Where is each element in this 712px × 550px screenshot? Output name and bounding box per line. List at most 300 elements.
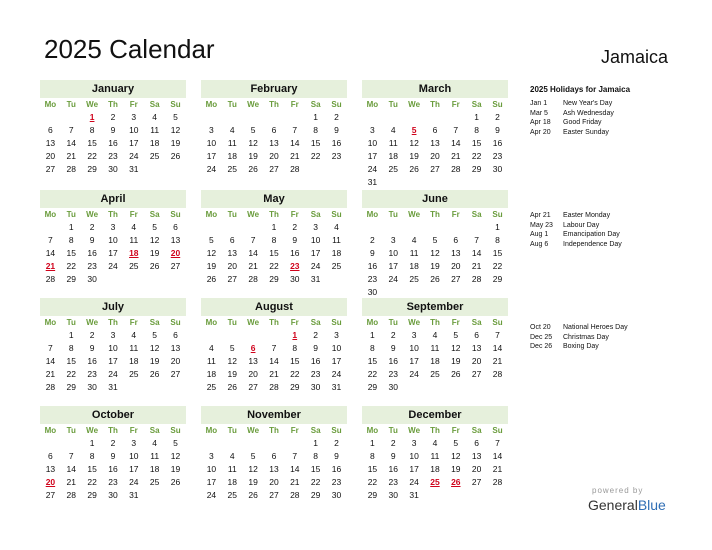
holiday-day-cell: 20 bbox=[45, 477, 56, 487]
weekday-label: Su bbox=[492, 318, 503, 327]
holiday-item bbox=[530, 118, 700, 128]
day-cell bbox=[201, 329, 222, 342]
day-cell: 1 bbox=[495, 222, 500, 232]
day-cell: 8 bbox=[474, 125, 479, 135]
weekday-label: We bbox=[247, 100, 260, 109]
week-row bbox=[40, 450, 186, 463]
week-row bbox=[362, 221, 508, 234]
day-cell: 22 bbox=[310, 151, 321, 161]
week-row bbox=[362, 463, 508, 476]
day-cell: 2 bbox=[89, 330, 95, 340]
day-cell: 11 bbox=[150, 451, 160, 461]
day-cell: 12 bbox=[248, 464, 258, 474]
day-cell: 16 bbox=[87, 356, 97, 366]
week-row bbox=[40, 247, 186, 260]
weekday-label: We bbox=[86, 100, 99, 109]
weekday-row bbox=[362, 316, 508, 329]
day-cell: 22 bbox=[367, 369, 378, 379]
day-cell bbox=[144, 163, 165, 176]
day-cell: 29 bbox=[66, 382, 76, 392]
day-cell bbox=[222, 329, 243, 342]
day-cell: 19 bbox=[409, 151, 419, 161]
week-row bbox=[201, 247, 347, 260]
day-cell bbox=[144, 273, 165, 286]
country-label: Jamaica bbox=[600, 47, 668, 67]
day-cell: 12 bbox=[409, 138, 419, 148]
month-september bbox=[362, 298, 508, 394]
day-cell bbox=[40, 111, 61, 124]
day-cell: 10 bbox=[388, 248, 398, 258]
month-header: February bbox=[201, 80, 347, 98]
weekday-label: Su bbox=[331, 100, 342, 109]
day-cell: 6 bbox=[173, 222, 178, 232]
day-cell: 6 bbox=[453, 235, 459, 245]
day-cell: 3 bbox=[370, 125, 375, 135]
day-cell: 12 bbox=[206, 248, 217, 258]
holiday-day-cell: 23 bbox=[290, 261, 300, 271]
weekday-label: We bbox=[86, 210, 99, 219]
day-cell bbox=[201, 437, 222, 450]
day-cell: 27 bbox=[471, 369, 482, 379]
day-cell: 29 bbox=[66, 274, 76, 284]
day-cell: 28 bbox=[492, 369, 503, 379]
holiday-day-cell: 26 bbox=[451, 477, 461, 487]
day-cell: 29 bbox=[367, 490, 378, 500]
holiday-item bbox=[530, 211, 700, 221]
weekday-label: Sa bbox=[149, 210, 160, 219]
day-cell bbox=[264, 329, 285, 342]
weekday-label: We bbox=[408, 210, 421, 219]
brand-logo[interactable] bbox=[588, 497, 666, 513]
day-cell bbox=[326, 163, 347, 176]
day-cell: 7 bbox=[48, 235, 53, 245]
day-cell: 28 bbox=[269, 382, 279, 392]
week-row bbox=[201, 163, 347, 176]
day-cell: 2 bbox=[334, 112, 339, 122]
day-cell: 10 bbox=[206, 138, 217, 148]
holiday-date: Apr 21 bbox=[530, 212, 551, 219]
weekday-label: Tu bbox=[227, 100, 237, 109]
weekday-label: Th bbox=[108, 426, 118, 435]
weekday-label: Sa bbox=[471, 318, 482, 327]
day-cell: 15 bbox=[310, 464, 321, 474]
day-cell: 18 bbox=[409, 261, 419, 271]
day-cell: 15 bbox=[269, 248, 279, 258]
day-cell: 3 bbox=[209, 125, 214, 135]
day-cell: 4 bbox=[229, 451, 235, 461]
day-cell: 24 bbox=[108, 369, 118, 379]
day-cell: 9 bbox=[110, 125, 116, 135]
month-header: July bbox=[40, 298, 186, 316]
day-cell: 16 bbox=[108, 464, 118, 474]
day-cell: 28 bbox=[492, 477, 503, 487]
day-cell: 27 bbox=[45, 490, 56, 500]
day-cell: 10 bbox=[206, 464, 217, 474]
day-cell: 14 bbox=[451, 138, 461, 148]
day-cell: 12 bbox=[430, 248, 440, 258]
day-cell bbox=[425, 489, 446, 502]
week-row bbox=[362, 355, 508, 368]
day-cell: 31 bbox=[129, 164, 139, 174]
weekday-label: Tu bbox=[66, 426, 76, 435]
day-cell: 12 bbox=[451, 343, 461, 353]
day-cell: 21 bbox=[451, 151, 461, 161]
day-cell: 26 bbox=[149, 261, 160, 271]
week-row bbox=[40, 329, 186, 342]
day-cell: 20 bbox=[430, 151, 440, 161]
holiday-day-cell: 5 bbox=[411, 125, 417, 135]
weekday-label: Tu bbox=[388, 100, 398, 109]
day-cell: 22 bbox=[66, 261, 76, 271]
weekday-label: Fr bbox=[129, 318, 138, 327]
day-cell: 11 bbox=[388, 138, 398, 148]
day-cell: 1 bbox=[68, 330, 74, 340]
day-cell bbox=[243, 329, 264, 342]
weekday-label: Su bbox=[492, 210, 503, 219]
day-cell: 2 bbox=[370, 235, 375, 245]
day-cell: 18 bbox=[227, 477, 237, 487]
day-cell: 13 bbox=[248, 356, 258, 366]
day-cell: 7 bbox=[68, 451, 74, 461]
week-row bbox=[362, 260, 508, 273]
day-cell: 8 bbox=[68, 235, 74, 245]
day-cell bbox=[404, 111, 425, 124]
day-cell: 22 bbox=[290, 369, 300, 379]
day-cell bbox=[40, 329, 61, 342]
day-cell: 10 bbox=[409, 451, 419, 461]
day-cell: 12 bbox=[170, 451, 181, 461]
day-cell: 25 bbox=[149, 477, 160, 487]
day-cell bbox=[264, 437, 285, 450]
month-february bbox=[201, 80, 347, 176]
day-cell: 13 bbox=[170, 235, 181, 245]
day-cell: 27 bbox=[451, 274, 461, 284]
day-cell: 14 bbox=[45, 248, 56, 258]
day-cell: 25 bbox=[409, 274, 419, 284]
month-header: September bbox=[362, 298, 508, 316]
weekday-label: Mo bbox=[44, 426, 57, 435]
week-row bbox=[201, 450, 347, 463]
month-header: June bbox=[362, 190, 508, 208]
holiday-item bbox=[530, 99, 700, 109]
day-cell: 30 bbox=[331, 490, 342, 500]
day-cell: 16 bbox=[108, 138, 118, 148]
month-header: May bbox=[201, 190, 347, 208]
day-cell: 17 bbox=[108, 248, 118, 258]
weekday-label: Tu bbox=[388, 318, 398, 327]
month-header: December bbox=[362, 406, 508, 424]
day-cell: 12 bbox=[149, 235, 160, 245]
day-cell: 28 bbox=[66, 490, 76, 500]
holiday-day-cell: 18 bbox=[129, 248, 139, 258]
day-cell: 5 bbox=[432, 235, 438, 245]
day-cell: 26 bbox=[409, 164, 419, 174]
month-header: October bbox=[40, 406, 186, 424]
holiday-item bbox=[530, 323, 700, 333]
day-cell: 5 bbox=[453, 438, 459, 448]
day-cell: 26 bbox=[170, 477, 181, 487]
day-cell bbox=[103, 273, 124, 286]
day-cell bbox=[61, 437, 82, 450]
holiday-day-cell: 6 bbox=[250, 343, 256, 353]
weekday-label: We bbox=[86, 426, 99, 435]
day-cell: 6 bbox=[271, 451, 277, 461]
day-cell: 26 bbox=[170, 151, 181, 161]
day-cell: 18 bbox=[331, 248, 342, 258]
week-row bbox=[362, 450, 508, 463]
day-cell: 18 bbox=[206, 369, 217, 379]
day-cell: 12 bbox=[149, 343, 160, 353]
page-title: 2025 Calendar bbox=[44, 34, 215, 64]
month-august bbox=[201, 298, 347, 394]
day-cell: 18 bbox=[430, 464, 440, 474]
day-cell: 31 bbox=[129, 490, 139, 500]
day-cell: 24 bbox=[129, 477, 139, 487]
week-row bbox=[201, 221, 347, 234]
week-row bbox=[40, 489, 186, 502]
week-row bbox=[362, 150, 508, 163]
day-cell: 3 bbox=[334, 330, 339, 340]
weekday-label: Mo bbox=[44, 210, 57, 219]
week-row bbox=[40, 342, 186, 355]
month-header: November bbox=[201, 406, 347, 424]
day-cell: 7 bbox=[271, 343, 277, 353]
day-cell: 1 bbox=[89, 438, 95, 448]
day-cell: 28 bbox=[451, 164, 461, 174]
day-cell: 10 bbox=[129, 451, 139, 461]
day-cell: 22 bbox=[471, 151, 482, 161]
week-row bbox=[201, 368, 347, 381]
day-cell: 5 bbox=[250, 125, 256, 135]
day-cell: 7 bbox=[495, 438, 500, 448]
holiday-item bbox=[530, 342, 700, 352]
month-header: April bbox=[40, 190, 186, 208]
day-cell: 19 bbox=[430, 261, 440, 271]
day-cell: 28 bbox=[45, 274, 56, 284]
weekday-label: Mo bbox=[366, 318, 379, 327]
day-cell: 16 bbox=[310, 356, 321, 366]
day-cell: 17 bbox=[409, 464, 419, 474]
holiday-name: Christmas Day bbox=[563, 333, 609, 341]
day-cell: 21 bbox=[248, 261, 258, 271]
day-cell: 27 bbox=[45, 164, 56, 174]
weekday-label: Fr bbox=[290, 318, 299, 327]
month-november bbox=[201, 406, 347, 502]
day-cell bbox=[284, 111, 305, 124]
week-row bbox=[362, 234, 508, 247]
day-cell bbox=[123, 273, 144, 286]
day-cell: 30 bbox=[388, 490, 398, 500]
day-cell bbox=[466, 381, 487, 394]
weekday-label: Mo bbox=[44, 100, 57, 109]
day-cell: 27 bbox=[227, 274, 237, 284]
day-cell: 9 bbox=[370, 248, 375, 258]
week-row bbox=[40, 124, 186, 137]
holiday-name: Ash Wednesday bbox=[563, 109, 614, 117]
day-cell: 4 bbox=[432, 438, 438, 448]
day-cell: 4 bbox=[209, 343, 214, 353]
day-cell: 19 bbox=[170, 464, 181, 474]
day-cell: 28 bbox=[66, 164, 76, 174]
day-cell: 16 bbox=[331, 138, 342, 148]
month-march bbox=[362, 80, 508, 189]
day-cell: 23 bbox=[331, 477, 342, 487]
weekday-label: Mo bbox=[205, 318, 218, 327]
holiday-item bbox=[530, 221, 700, 231]
day-cell: 6 bbox=[432, 125, 438, 135]
day-cell: 29 bbox=[87, 490, 97, 500]
day-cell: 3 bbox=[131, 112, 137, 122]
day-cell: 24 bbox=[129, 151, 139, 161]
week-row bbox=[201, 260, 347, 273]
month-header: March bbox=[362, 80, 508, 98]
day-cell: 8 bbox=[313, 125, 318, 135]
day-cell: 27 bbox=[170, 261, 181, 271]
weekday-label: Su bbox=[331, 426, 342, 435]
day-cell: 24 bbox=[206, 490, 217, 500]
day-cell bbox=[425, 111, 446, 124]
day-cell: 25 bbox=[206, 382, 217, 392]
week-row bbox=[362, 437, 508, 450]
day-cell: 1 bbox=[68, 222, 74, 232]
weekday-label: Sa bbox=[149, 100, 160, 109]
week-row bbox=[362, 489, 508, 502]
weekday-label: Fr bbox=[451, 318, 460, 327]
day-cell bbox=[487, 176, 508, 189]
day-cell: 18 bbox=[430, 356, 440, 366]
day-cell: 10 bbox=[108, 235, 118, 245]
holiday-item bbox=[530, 240, 700, 250]
day-cell: 9 bbox=[495, 125, 500, 135]
day-cell: 6 bbox=[474, 438, 479, 448]
holiday-date: Dec 26 bbox=[530, 343, 553, 351]
day-cell: 15 bbox=[367, 356, 378, 366]
day-cell bbox=[284, 437, 305, 450]
day-cell: 2 bbox=[110, 438, 116, 448]
month-june bbox=[362, 190, 508, 299]
week-row bbox=[201, 381, 347, 394]
holiday-day-cell: 1 bbox=[89, 112, 95, 122]
weekday-label: Su bbox=[492, 100, 503, 109]
weekday-label: Th bbox=[430, 100, 440, 109]
week-row bbox=[201, 342, 347, 355]
weekday-label: Tu bbox=[227, 318, 237, 327]
day-cell: 23 bbox=[87, 261, 97, 271]
day-cell: 16 bbox=[492, 138, 503, 148]
weekday-label: Sa bbox=[310, 100, 321, 109]
week-row bbox=[362, 381, 508, 394]
day-cell: 26 bbox=[248, 164, 258, 174]
weekday-label: Th bbox=[108, 210, 118, 219]
day-cell: 10 bbox=[331, 343, 342, 353]
day-cell: 2 bbox=[390, 438, 396, 448]
day-cell bbox=[144, 489, 165, 502]
week-row bbox=[40, 381, 186, 394]
day-cell: 10 bbox=[367, 138, 378, 148]
day-cell: 31 bbox=[310, 274, 321, 284]
holiday-day-cell: 25 bbox=[430, 477, 440, 487]
day-cell: 15 bbox=[492, 248, 503, 258]
day-cell: 25 bbox=[227, 490, 237, 500]
day-cell: 11 bbox=[150, 125, 160, 135]
weekday-label: Sa bbox=[310, 210, 321, 219]
day-cell: 10 bbox=[108, 343, 118, 353]
day-cell bbox=[264, 111, 285, 124]
holiday-date: Mar 5 bbox=[530, 109, 548, 117]
day-cell: 4 bbox=[131, 222, 137, 232]
day-cell: 19 bbox=[248, 477, 258, 487]
day-cell: 20 bbox=[471, 464, 482, 474]
day-cell bbox=[201, 221, 222, 234]
day-cell: 9 bbox=[89, 343, 95, 353]
week-row bbox=[40, 150, 186, 163]
weekday-label: Fr bbox=[129, 100, 138, 109]
day-cell: 8 bbox=[370, 343, 375, 353]
day-cell: 11 bbox=[129, 343, 139, 353]
weekday-row bbox=[362, 98, 508, 111]
day-cell: 23 bbox=[310, 369, 321, 379]
day-cell: 15 bbox=[66, 356, 76, 366]
day-cell: 2 bbox=[313, 330, 318, 340]
month-december bbox=[362, 406, 508, 502]
holiday-item bbox=[530, 128, 700, 138]
day-cell: 6 bbox=[173, 330, 178, 340]
holiday-day-cell: 1 bbox=[292, 330, 298, 340]
day-cell: 26 bbox=[248, 490, 258, 500]
month-january bbox=[40, 80, 186, 176]
day-cell: 14 bbox=[248, 248, 258, 258]
weekday-row bbox=[362, 424, 508, 437]
week-row bbox=[40, 260, 186, 273]
weekday-label: Fr bbox=[290, 100, 299, 109]
day-cell: 24 bbox=[409, 369, 419, 379]
holiday-date: Oct 20 bbox=[530, 324, 551, 331]
month-april bbox=[40, 190, 186, 286]
day-cell: 3 bbox=[411, 438, 417, 448]
day-cell: 9 bbox=[390, 451, 396, 461]
holiday-name: New Year's Day bbox=[563, 100, 613, 107]
day-cell bbox=[445, 176, 466, 189]
brand-general: General bbox=[588, 497, 638, 513]
weekday-label: We bbox=[408, 426, 421, 435]
weekday-label: Tu bbox=[66, 210, 76, 219]
weekday-row bbox=[40, 208, 186, 221]
day-cell: 18 bbox=[227, 151, 237, 161]
day-cell: 13 bbox=[269, 464, 279, 474]
holiday-name: Independence Day bbox=[563, 241, 622, 249]
day-cell: 22 bbox=[492, 261, 503, 271]
day-cell: 31 bbox=[409, 490, 419, 500]
month-header: January bbox=[40, 80, 186, 98]
day-cell: 14 bbox=[66, 138, 76, 148]
week-row bbox=[362, 163, 508, 176]
day-cell: 29 bbox=[269, 274, 279, 284]
day-cell: 19 bbox=[248, 151, 258, 161]
day-cell: 26 bbox=[206, 274, 217, 284]
day-cell: 15 bbox=[87, 464, 97, 474]
day-cell: 11 bbox=[430, 451, 440, 461]
holiday-name: Labour Day bbox=[563, 221, 600, 229]
day-cell: 10 bbox=[310, 235, 321, 245]
day-cell: 1 bbox=[370, 438, 375, 448]
day-cell: 2 bbox=[89, 222, 95, 232]
weekday-label: Fr bbox=[451, 426, 460, 435]
day-cell: 1 bbox=[271, 222, 277, 232]
day-cell: 8 bbox=[495, 235, 500, 245]
day-cell: 18 bbox=[388, 151, 398, 161]
day-cell: 5 bbox=[250, 451, 256, 461]
week-row bbox=[40, 476, 186, 489]
